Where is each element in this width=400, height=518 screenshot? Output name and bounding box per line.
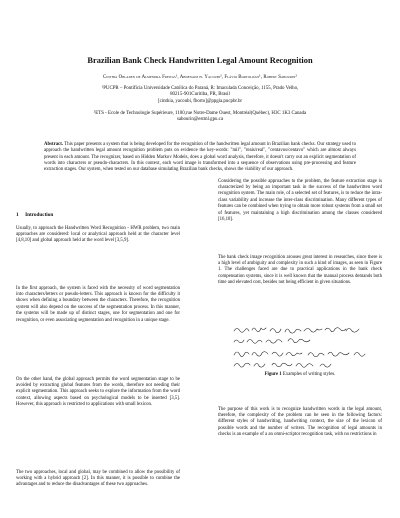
section-number: 1 — [16, 212, 19, 218]
right-paragraph-1: Considering the possible approaches to the problem, the feature extraction stage is characterized by being an important task in the success of the handwritten word recognition system. The main role, of a selected set of features, is to reduce the intra-class variability and increase the inter-class discrimination. Many different types of features can be combined when trying to obtain more robust systems from a small set of features, yet maintaining a high discrimination among the classes considered [16,18]. — [218, 178, 382, 222]
affiliation-1-email: [cinthia, yacoubi, fborto]@ppgia.pucpbr.br — [157, 98, 243, 104]
affiliation-1 — [40, 86, 360, 105]
affiliation-2-email: sabourin@estml.gpu.ca — [176, 117, 224, 123]
section-heading — [16, 212, 53, 218]
left-paragraph-2: In the first approach, the system is faced with the necessity of word segmentation into characters/letters or pseudo-letters. This approach is known for the difficulty it shows when defining a boundary between the characters. Therefore, the recognition system will also depend on the success of the segmentation process. In this manner, the systems will be made up of distinct stages, one for segmentation and one for recognition, or even associating segmentation and recognition in a unique stage. — [16, 285, 180, 323]
abstract-text: This paper presents a system that is being developed for the recognition of the handwritten legal amount in Brazilian bank checks. Our strategy used to approach the handwritten legal amount recognition problem puts on evidence the key-words: "mil", "reais/real", "centavos/centavo" which are almost always present in each amount. The recognizer, based on Hidden Markov Models, does a global word analysis, therefore, it doesn't carry out an explicit segmentation of words into characters or pseudo-characters. In this context, each word image is transformed into a sequence of observations using pre-processing and feature extraction stages. Our system, when tested on our database simulating Brazilian bank checks, shows the viability of our approach. — [44, 142, 356, 173]
abstract-label: Abstract. — [44, 142, 64, 147]
paper-title: Brazilian Bank Check Handwritten Legal Amount Recognition — [87, 56, 313, 65]
figure-caption — [218, 372, 382, 377]
affiliation-2-line-1: ²ETS - Ecole de Technologie Supérieure, 1100,rue Notre-Dame Ouest, Montréal(Québec), H3C 1K3 Canada — [93, 111, 307, 116]
handwriting-samples-figure — [230, 322, 380, 370]
section-title: Introduction — [25, 212, 54, 218]
handwriting-line-3 — [234, 352, 365, 357]
right-paragraph-3: The purpose of this work is to recognize handwritten words in the legal amount, therefore, the complexity of the problem can be seen in the following factors: different styles of handwriting, handwriting context, the size of the lexicon of possible words and the number of writers. The recognition of legal amounts in checks is an example of a an omni-scriptor recognition task, with no restrictions in — [218, 406, 382, 438]
handwriting-line-1 — [234, 328, 359, 333]
left-paragraph-3: On the other hand, the global approach permits the word segmentation stage to be avoided by extracting global features from the words, therefore not needing their explicit segmentation. This approach seeks to explore the information from the word context, allowing aspects based on psychological models to be inserted [3,5]. However, this approach is restricted to applications with small lexicon. — [16, 376, 180, 408]
figure-caption-text: Examples of writing styles. — [282, 372, 336, 377]
figure-caption-label: Figure 1 — [264, 372, 282, 377]
author-list: Cinthia Obladen de Almendra Freitas¹, Abdenaim el Yacoubi², Flávio Bortolozzi¹, Robert Sabourin² — [103, 75, 297, 80]
left-paragraph-1: Usually, to approach the Handwritten Word Recognition - HWR problem, two main approaches are considered: local or analytical approach held at the character level [4,8,10] and global approach held at the word level [3,5,9]. — [16, 225, 180, 244]
right-paragraph-2: The bank check image recognition arouses great interest in researches, since there is a high level of ambiguity and complexity in such a kind of images, as seen in Figure 1. The challenges faced are due to practical applications in the bank check compensation systems, since it is well known that the manual process demands both time and elevated cost, besides not being efficient in given situations. — [218, 254, 382, 286]
affiliation-1-line-2: 80215-901Curitiba, PR, Brasil — [170, 92, 230, 98]
handwriting-line-2 — [234, 339, 310, 344]
affiliation-1-line-1: ¹PUCPR – Pontifícia Universidade Católica do Paraná, R: Imaculada Conceição, 1155, Prado Velho, — [101, 86, 299, 91]
left-paragraph-4: The two approaches, local and global, may be combined to allow the possibility of working with a hybrid approach [2]. In this manner, it is possible to combine the advantages and to reduce the disadvantages of these two approaches. — [16, 469, 180, 488]
affiliation-2 — [40, 111, 360, 124]
abstract — [44, 142, 356, 174]
handwriting-line-4 — [234, 363, 331, 367]
